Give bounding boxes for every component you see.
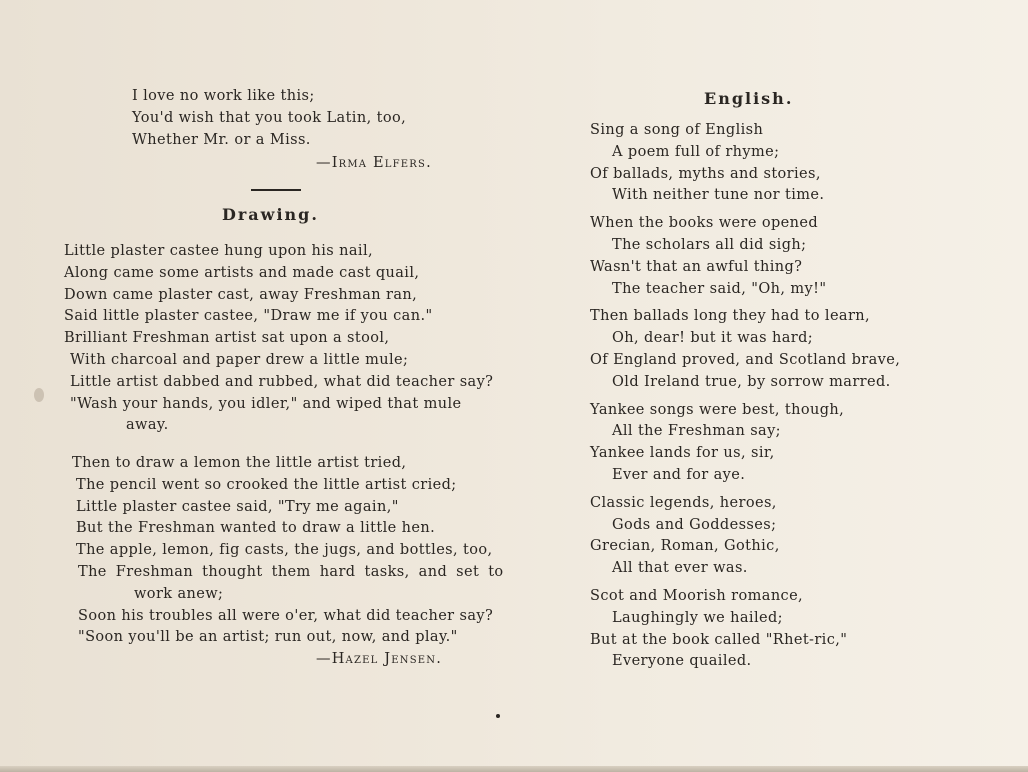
poem-line: Sing a song of English <box>590 122 764 138</box>
poem-line: The Freshman thought them hard tasks, and set to <box>78 563 504 580</box>
poem-line: Then to draw a lemon the little artist tried, <box>72 455 407 471</box>
stanza <box>590 213 900 300</box>
poem-line: With charcoal and paper drew a little mule; <box>70 351 409 368</box>
intro-poem <box>132 86 432 175</box>
poem-line: Little artist dabbed and rubbed, what did teacher say? <box>70 373 494 390</box>
poem-line: Of England proved, and Scotland brave, <box>590 351 901 368</box>
poem-line: Down came plaster cast, away Freshman ran, <box>64 286 418 303</box>
poem-line: All that ever was. <box>612 560 748 577</box>
poem-line: Yankee lands for us, sir, <box>590 445 775 462</box>
poem-line: The apple, lemon, fig casts, the jugs, and bottles, too, <box>76 542 493 559</box>
drawing-poem-stanza-2 <box>72 453 504 671</box>
poem-line: "Soon you'll be an artist; run out, now, and play." <box>78 629 458 646</box>
poem-line: Old Ireland true, by sorrow marred. <box>612 373 891 390</box>
stanza <box>590 306 900 393</box>
poem-line: Brilliant Freshman artist sat upon a stool, <box>64 330 390 347</box>
poem-line: The teacher said, "Oh, my!" <box>612 280 827 297</box>
poem-line: I love no work like this; <box>132 88 315 104</box>
poem-line: But at the book called "Rhet-ric," <box>590 631 848 648</box>
poem-line: A poem full of rhyme; <box>612 143 780 160</box>
poem-line: Said little plaster castee, "Draw me if you can." <box>64 308 433 325</box>
poem-line: "Wash your hands, you idler," and wiped that mule <box>70 395 462 412</box>
stanza <box>590 120 900 207</box>
poem-line: Scot and Moorish romance, <box>590 587 804 604</box>
poem-line: Yankee songs were best, though, <box>590 401 845 418</box>
poem-line: Laughingly we hailed; <box>612 609 783 626</box>
drawing-title: Drawing. <box>222 205 319 224</box>
poem-line: Oh, dear! but it was hard; <box>612 330 814 347</box>
poem-line: Grecian, Roman, Gothic, <box>590 538 780 555</box>
page-bottom-edge <box>0 766 1028 772</box>
poem-line: You'd wish that you took Latin, too, <box>132 109 407 126</box>
english-title: English. <box>704 89 794 108</box>
page-smudge <box>34 388 44 402</box>
poem-line: Whether Mr. or a Miss. <box>132 131 311 148</box>
poem-line: work anew; <box>134 585 224 602</box>
stanza <box>590 400 900 487</box>
poem-line: Little plaster castee said, "Try me again," <box>76 498 399 515</box>
poem-line: Classic legends, heroes, <box>590 494 777 511</box>
poem-line: Ever and for aye. <box>612 466 746 483</box>
poem-line: Along came some artists and made cast quail, <box>64 264 420 281</box>
stanza <box>590 586 900 673</box>
poem-line: away. <box>126 417 169 434</box>
poem-line: The scholars all did sigh; <box>612 236 807 253</box>
poem-line: Soon his troubles all were o'er, what did teacher say? <box>78 607 494 624</box>
poem-line: Of ballads, myths and stories, <box>590 165 821 182</box>
english-poem <box>590 120 900 673</box>
drawing-poem-stanza-1 <box>64 241 493 437</box>
stanza <box>590 493 900 580</box>
poem-line: All the Freshman say; <box>612 423 781 440</box>
poem-line: Gods and Goddesses; <box>612 516 777 533</box>
drawing-signature: —Hazel Jensen. <box>316 651 443 668</box>
page-speck <box>496 714 500 718</box>
poem-line: With neither tune nor time. <box>612 187 825 204</box>
intro-signature: —Irma Elfers. <box>316 155 432 172</box>
section-divider <box>251 189 301 191</box>
poem-line: Little plaster castee hung upon his nail, <box>64 243 374 259</box>
poem-line: Wasn't that an awful thing? <box>590 258 803 275</box>
poem-line: When the books were opened <box>590 215 819 232</box>
poem-line: But the Freshman wanted to draw a little hen. <box>76 520 436 537</box>
poem-line: Then ballads long they had to learn, <box>590 308 871 325</box>
poem-line: Everyone quailed. <box>612 653 752 670</box>
poem-line: The pencil went so crooked the little artist cried; <box>76 476 457 493</box>
